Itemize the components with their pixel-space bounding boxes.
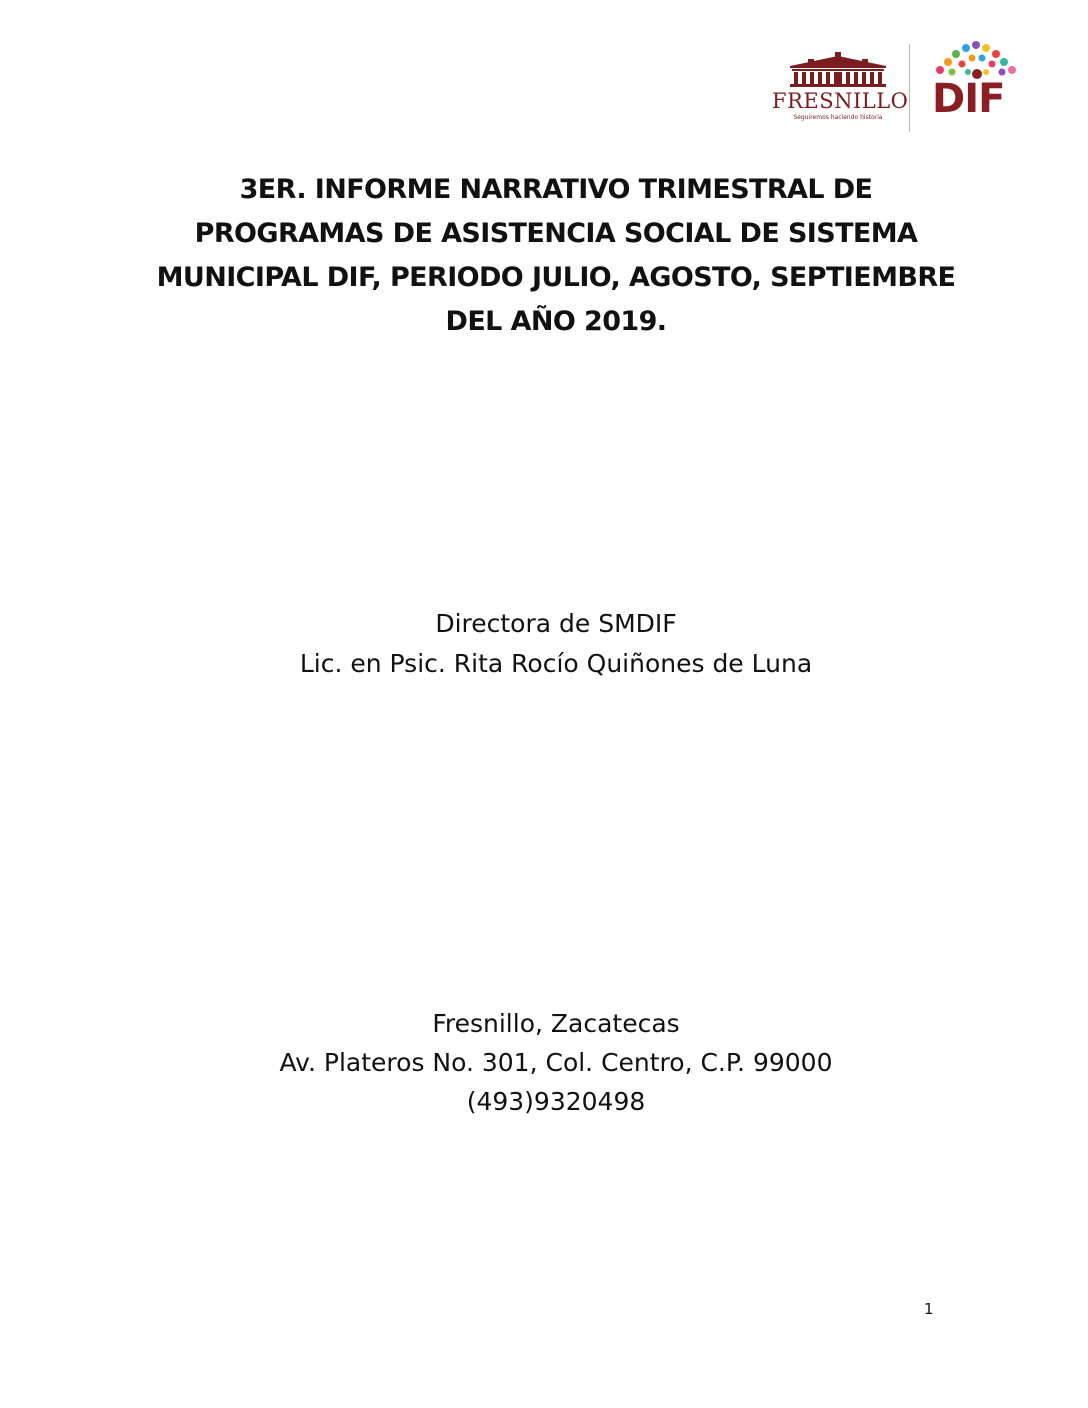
title-line: PROGRAMAS DE ASISTENCIA SOCIAL DE SISTEMA <box>194 218 918 249</box>
header-logos <box>770 40 1040 135</box>
address-phone: (493)9320498 <box>466 1087 646 1116</box>
fresnillo-wordmark: FRESNILLO <box>772 89 909 113</box>
address-city: Fresnillo, Zacatecas <box>432 1009 680 1038</box>
document-title <box>150 168 962 344</box>
dif-wordmark: DIF <box>932 76 1005 122</box>
building-icon <box>788 52 888 88</box>
fresnillo-logo <box>770 52 909 122</box>
director-block <box>150 604 962 684</box>
dif-logo <box>918 40 1034 132</box>
title-line: MUNICIPAL DIF, PERIODO JULIO, AGOSTO, SEPTIEMBRE <box>156 262 956 293</box>
title-line: DEL AÑO 2019. <box>445 306 667 337</box>
address-block <box>150 1004 962 1121</box>
logo-divider <box>909 44 910 132</box>
director-role: Directora de SMDIF <box>435 609 677 638</box>
director-name: Lic. en Psic. Rita Rocío Quiñones de Luna <box>299 649 813 678</box>
title-line: 3ER. INFORME NARRATIVO TRIMESTRAL DE <box>239 174 873 205</box>
address-street: Av. Plateros No. 301, Col. Centro, C.P. 99000 <box>279 1048 833 1077</box>
page-number: 1 <box>924 1300 934 1318</box>
fresnillo-slogan: Seguiremos haciendo historia <box>793 114 883 121</box>
